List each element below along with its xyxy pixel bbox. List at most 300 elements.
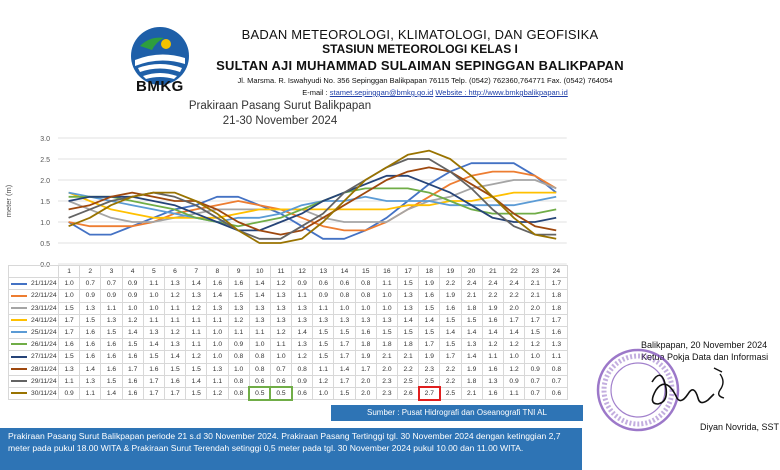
table-cell: 1.6: [228, 278, 249, 290]
website-link[interactable]: Website : http://www.bmkgbalikpapan.id: [435, 88, 568, 97]
hour-header: 21: [482, 266, 503, 278]
table-cell: 2.1: [398, 351, 419, 363]
table-cell: 0.8: [249, 363, 270, 375]
table-cell: 2.2: [440, 278, 461, 290]
y-tick-label: 2.0: [40, 178, 50, 185]
y-axis-label: meter (m): [4, 184, 13, 218]
table-cell: 1.0: [376, 302, 397, 314]
table-cell: 1.1: [292, 290, 313, 302]
table-cell: 1.3: [482, 375, 503, 387]
series-label: 30/11/24: [9, 387, 59, 399]
table-cell: 0.5: [249, 387, 270, 399]
table-cell: 1.0: [59, 278, 80, 290]
table-cell: 1.5: [313, 326, 334, 338]
contact-line: [270, 88, 600, 97]
table-cell: 1.0: [355, 302, 376, 314]
table-cell: 0.8: [249, 351, 270, 363]
table-cell: 1.6: [122, 375, 143, 387]
table-cell: 1.8: [546, 302, 567, 314]
series-label: 22/11/24: [9, 290, 59, 302]
table-cell: 1.0: [334, 302, 355, 314]
table-cell: 1.7: [419, 339, 440, 351]
table-cell: 1.4: [461, 326, 482, 338]
table-cell: 2.5: [440, 387, 461, 399]
table-cell: 1.9: [440, 290, 461, 302]
table-cell: 1.1: [249, 326, 270, 338]
table-cell: 1.0: [207, 326, 228, 338]
table-header-row: [9, 266, 568, 278]
table-cell: 1.6: [101, 351, 122, 363]
table-cell: 1.1: [143, 278, 164, 290]
table-cell: 1.3: [80, 302, 101, 314]
table-cell: 1.5: [376, 326, 397, 338]
table-cell: 1.1: [207, 375, 228, 387]
table-row: [9, 314, 568, 326]
table-cell: 1.7: [525, 314, 546, 326]
table-cell: 1.2: [503, 339, 524, 351]
table-cell: 0.7: [80, 278, 101, 290]
hour-header: 20: [461, 266, 482, 278]
table-cell: 1.1: [270, 339, 291, 351]
table-cell: 1.1: [546, 351, 567, 363]
table-cell: 0.9: [228, 339, 249, 351]
table-cell: 0.9: [292, 375, 313, 387]
chart-title: Prakiraan Pasang Surut Balikpapan: [188, 100, 372, 112]
table-cell: 1.3: [461, 339, 482, 351]
table-cell: 1.7: [143, 375, 164, 387]
series-label: 23/11/24: [9, 302, 59, 314]
hour-header: 15: [355, 266, 376, 278]
table-cell: 1.3: [270, 302, 291, 314]
table-cell: 1.6: [122, 351, 143, 363]
series-label: 29/11/24: [9, 375, 59, 387]
table-cell: 1.1: [164, 314, 185, 326]
table-cell: 1.6: [59, 339, 80, 351]
table-cell: 1.9: [419, 351, 440, 363]
signature-name: Diyan Novrida, SST: [700, 422, 780, 432]
table-cell: 1.0: [122, 302, 143, 314]
table-cell: 1.5: [334, 387, 355, 399]
table-cell: 1.3: [249, 302, 270, 314]
table-cell: 0.8: [334, 290, 355, 302]
table-cell: 1.5: [398, 326, 419, 338]
table-cell: 0.7: [101, 278, 122, 290]
legend-swatch: [11, 307, 27, 309]
table-row: [9, 351, 568, 363]
table-cell: 2.1: [461, 387, 482, 399]
table-cell: 0.6: [334, 278, 355, 290]
table-cell: 0.6: [546, 387, 567, 399]
table-cell: 1.4: [419, 314, 440, 326]
table-cell: 1.9: [419, 278, 440, 290]
table-cell: 2.5: [398, 375, 419, 387]
table-cell: 1.3: [313, 314, 334, 326]
table-cell: 1.6: [122, 387, 143, 399]
table-cell: 1.3: [186, 290, 207, 302]
table-cell: 1.1: [186, 326, 207, 338]
table-cell: 1.3: [292, 339, 313, 351]
table-cell: 0.8: [292, 363, 313, 375]
table-cell: 1.2: [186, 302, 207, 314]
table-cell: 0.7: [525, 387, 546, 399]
table-row: [9, 326, 568, 338]
table-cell: 1.2: [122, 314, 143, 326]
table-cell: 1.1: [503, 387, 524, 399]
hour-header: 9: [228, 266, 249, 278]
table-cell: 1.0: [143, 302, 164, 314]
table-cell: 0.9: [503, 375, 524, 387]
table-cell: 1.2: [503, 363, 524, 375]
email-link[interactable]: stamet.sepinggan@bmkg.go.id: [329, 88, 434, 97]
legend-swatch: [11, 356, 27, 358]
tide-data-table: [8, 265, 568, 400]
table-row: [9, 363, 568, 375]
header-corner: [9, 266, 59, 278]
table-cell: 1.6: [482, 314, 503, 326]
hour-header: 17: [398, 266, 419, 278]
table-cell: 2.4: [482, 278, 503, 290]
hour-header: 3: [101, 266, 122, 278]
email-label: E-mail :: [302, 88, 328, 97]
table-cell: 2.3: [376, 375, 397, 387]
table-cell: 1.0: [207, 339, 228, 351]
y-tick-label: 1.0: [40, 220, 50, 227]
table-cell: 1.0: [503, 351, 524, 363]
table-cell: 0.9: [122, 290, 143, 302]
table-cell: 1.1: [101, 302, 122, 314]
hour-header: 1: [59, 266, 80, 278]
y-tick-label: 0.0: [40, 262, 50, 269]
table-cell: 1.8: [355, 339, 376, 351]
table-cell: 2.0: [376, 363, 397, 375]
table-cell: 1.5: [334, 326, 355, 338]
table-cell: 0.6: [313, 278, 334, 290]
table-cell: 1.0: [313, 387, 334, 399]
table-cell: 2.2: [440, 375, 461, 387]
table-cell: 1.4: [143, 339, 164, 351]
table-cell: 1.6: [482, 387, 503, 399]
table-cell: 1.4: [122, 326, 143, 338]
table-cell: 1.6: [80, 339, 101, 351]
table-cell: 1.8: [398, 339, 419, 351]
table-cell: 1.4: [101, 387, 122, 399]
table-cell: 1.5: [101, 326, 122, 338]
table-cell: 1.2: [228, 314, 249, 326]
table-cell: 0.6: [292, 387, 313, 399]
table-cell: 1.7: [122, 363, 143, 375]
table-cell: 1.4: [207, 290, 228, 302]
table-cell: 1.3: [398, 302, 419, 314]
table-cell: 1.4: [461, 351, 482, 363]
table-cell: 0.9: [313, 290, 334, 302]
y-tick-label: 1.5: [40, 199, 50, 206]
table-row: [9, 302, 568, 314]
table-cell: 1.9: [355, 351, 376, 363]
table-cell: 1.5: [313, 351, 334, 363]
y-tick-label: 3.0: [40, 136, 50, 143]
hour-header: 12: [292, 266, 313, 278]
signature-role: Ketua Pokja Data dan Informasi: [641, 352, 769, 362]
table-cell: 1.3: [355, 314, 376, 326]
y-tick-label: 0.5: [40, 241, 50, 248]
table-cell: 1.5: [80, 314, 101, 326]
table-cell: 1.6: [419, 290, 440, 302]
table-cell: 1.3: [546, 339, 567, 351]
hour-header: 23: [525, 266, 546, 278]
table-cell: 1.9: [461, 363, 482, 375]
station-class: STASIUN METEOROLOGI KELAS I: [322, 42, 518, 56]
hour-header: 6: [164, 266, 185, 278]
table-cell: 1.6: [546, 326, 567, 338]
table-cell: 1.2: [482, 339, 503, 351]
table-cell: 1.1: [376, 278, 397, 290]
table-cell: 1.1: [313, 302, 334, 314]
table-cell: 0.7: [525, 375, 546, 387]
table-cell: 0.8: [355, 278, 376, 290]
legend-swatch: [11, 343, 27, 345]
series-line-30-11-24: [69, 151, 557, 243]
legend-swatch: [11, 283, 27, 285]
table-cell: 1.7: [334, 339, 355, 351]
series-label: 26/11/24: [9, 339, 59, 351]
logo-text: BMKG: [136, 78, 184, 95]
table-cell: 1.2: [292, 351, 313, 363]
table-cell: 1.0: [249, 339, 270, 351]
table-cell: 0.6: [270, 375, 291, 387]
source-note: Sumber : Pusat Hidrografi dan Oseanografi TNI AL: [331, 405, 583, 421]
legend-swatch: [11, 380, 27, 382]
table-cell: 2.1: [461, 290, 482, 302]
table-cell: 2.0: [525, 302, 546, 314]
table-cell: 1.0: [270, 351, 291, 363]
table-cell: 1.1: [186, 314, 207, 326]
table-cell: 1.1: [143, 314, 164, 326]
table-cell: 2.4: [461, 278, 482, 290]
table-cell: 1.5: [101, 375, 122, 387]
table-cell: 1.1: [80, 387, 101, 399]
table-cell: 1.4: [482, 326, 503, 338]
hour-header: 14: [334, 266, 355, 278]
table-cell: 0.5: [270, 387, 291, 399]
legend-swatch: [11, 368, 27, 370]
tide-chart: [0, 130, 590, 269]
table-cell: 1.4: [292, 326, 313, 338]
table-cell: 1.6: [80, 351, 101, 363]
table-cell: 2.0: [355, 387, 376, 399]
legend-swatch: [11, 392, 27, 394]
table-cell: 1.4: [186, 278, 207, 290]
table-cell: 0.9: [80, 290, 101, 302]
signature-date: Balikpapan, 20 November 2024: [641, 340, 768, 350]
hour-header: 24: [546, 266, 567, 278]
table-cell: 1.1: [313, 363, 334, 375]
legend-swatch: [11, 295, 27, 297]
hour-header: 7: [186, 266, 207, 278]
table-cell: 1.3: [292, 314, 313, 326]
series-label: 21/11/24: [9, 278, 59, 290]
table-cell: 2.5: [419, 375, 440, 387]
table-cell: 1.0: [525, 351, 546, 363]
legend-swatch: [11, 331, 27, 333]
table-row: [9, 375, 568, 387]
table-cell: 2.2: [503, 290, 524, 302]
table-cell: 1.3: [398, 290, 419, 302]
table-cell: 1.4: [334, 363, 355, 375]
table-cell: 0.9: [101, 290, 122, 302]
address: Jl. Marsma. R. Iswahyudi No. 356 Sepinggan Balikpapan 76115 Telp. (0542) 762360,764771 Fax. (0542) 764054: [237, 76, 613, 85]
table-cell: 1.6: [207, 278, 228, 290]
table-cell: 1.5: [440, 314, 461, 326]
table-cell: 1.4: [398, 314, 419, 326]
table-cell: 1.4: [164, 351, 185, 363]
table-cell: 1.7: [355, 363, 376, 375]
table-cell: 1.3: [164, 339, 185, 351]
table-cell: 1.2: [186, 351, 207, 363]
legend-swatch: [11, 319, 27, 321]
table-cell: 1.7: [59, 314, 80, 326]
series-label: 25/11/24: [9, 326, 59, 338]
hour-header: 8: [207, 266, 228, 278]
table-cell: 1.7: [546, 314, 567, 326]
table-cell: 2.7: [419, 387, 440, 399]
table-cell: 1.4: [249, 278, 270, 290]
table-cell: 2.3: [376, 387, 397, 399]
y-tick-label: 2.5: [40, 157, 50, 164]
table-cell: 1.0: [143, 290, 164, 302]
table-cell: 1.4: [186, 375, 207, 387]
table-cell: 0.9: [59, 387, 80, 399]
hour-header: 13: [313, 266, 334, 278]
table-cell: 1.0: [228, 363, 249, 375]
table-cell: 1.5: [164, 363, 185, 375]
table-cell: 1.5: [143, 351, 164, 363]
table-cell: 1.3: [143, 326, 164, 338]
table-cell: 1.1: [228, 326, 249, 338]
table-cell: 1.3: [207, 363, 228, 375]
table-cell: 1.8: [546, 290, 567, 302]
summary-footer: Prakiraan Pasang Surut Balikpapan periode 21 s.d 30 November 2024. Prakiraan Pasang Tertinggi tgl. 30 November 2024 dengan ketinggian 2,7 meter pada pukul 18.00 WITA & Prakiraan Surut Terendah setinggi 0,5 meter pada tgl. 30 November 2024 pukul 10.00 dan 11.00 WITA.: [0, 428, 582, 470]
table-cell: 1.7: [164, 387, 185, 399]
table-cell: 1.5: [122, 339, 143, 351]
table-cell: 1.2: [207, 387, 228, 399]
table-cell: 1.5: [525, 326, 546, 338]
table-cell: 1.2: [164, 290, 185, 302]
table-cell: 1.6: [440, 302, 461, 314]
table-cell: 1.1: [164, 302, 185, 314]
table-cell: 1.3: [376, 314, 397, 326]
table-cell: 1.7: [334, 375, 355, 387]
hour-header: 2: [80, 266, 101, 278]
hour-header: 19: [440, 266, 461, 278]
table-cell: 1.3: [101, 314, 122, 326]
station-name: SULTAN AJI MUHAMMAD SULAIMAN SEPINGGAN BALIKPAPAN: [216, 58, 624, 73]
table-cell: 1.3: [270, 290, 291, 302]
table-cell: 0.8: [546, 363, 567, 375]
table-cell: 1.6: [482, 363, 503, 375]
hour-header: 22: [503, 266, 524, 278]
table-cell: 0.7: [270, 363, 291, 375]
table-cell: 1.3: [164, 278, 185, 290]
hour-header: 11: [270, 266, 291, 278]
table-cell: 1.3: [292, 302, 313, 314]
table-cell: 1.1: [482, 351, 503, 363]
table-cell: 0.9: [525, 363, 546, 375]
series-label: 28/11/24: [9, 363, 59, 375]
table-cell: 1.8: [461, 302, 482, 314]
table-cell: 1.5: [313, 339, 334, 351]
table-cell: 1.5: [59, 351, 80, 363]
table-cell: 1.2: [164, 326, 185, 338]
table-row: [9, 387, 568, 399]
table-cell: 0.8: [228, 375, 249, 387]
table-cell: 1.3: [334, 314, 355, 326]
table-cell: 1.7: [546, 278, 567, 290]
hour-header: 18: [419, 266, 440, 278]
table-cell: 1.9: [482, 302, 503, 314]
table-cell: 1.5: [419, 326, 440, 338]
table-cell: 2.4: [503, 278, 524, 290]
table-cell: 1.5: [461, 314, 482, 326]
hour-header: 5: [143, 266, 164, 278]
hour-header: 4: [122, 266, 143, 278]
table-cell: 1.3: [207, 302, 228, 314]
table-cell: 1.2: [313, 375, 334, 387]
table-cell: 1.7: [440, 351, 461, 363]
table-row: [9, 278, 568, 290]
org-name: BADAN METEOROLOGI, KLIMATOLOGI, DAN GEOFISIKA: [241, 27, 599, 42]
table-cell: 1.3: [228, 302, 249, 314]
table-cell: 1.3: [80, 375, 101, 387]
table-cell: 1.6: [80, 326, 101, 338]
table-cell: 2.6: [398, 387, 419, 399]
table-cell: 0.6: [249, 375, 270, 387]
table-cell: 1.2: [525, 339, 546, 351]
table-cell: 1.2: [270, 326, 291, 338]
table-cell: 2.3: [419, 363, 440, 375]
table-cell: 1.3: [270, 314, 291, 326]
table-row: [9, 339, 568, 351]
table-cell: 1.0: [376, 290, 397, 302]
table-cell: 2.0: [503, 302, 524, 314]
table-cell: 2.2: [482, 290, 503, 302]
table-cell: 1.6: [164, 375, 185, 387]
series-label: 24/11/24: [9, 314, 59, 326]
table-cell: 0.7: [546, 375, 567, 387]
table-cell: 1.6: [101, 339, 122, 351]
table-cell: 2.2: [440, 363, 461, 375]
table-cell: 1.3: [59, 363, 80, 375]
table-cell: 2.0: [355, 375, 376, 387]
table-cell: 1.8: [376, 339, 397, 351]
table-cell: 1.7: [503, 314, 524, 326]
table-cell: 1.1: [186, 339, 207, 351]
table-cell: 1.5: [59, 302, 80, 314]
table-cell: 1.5: [419, 302, 440, 314]
table-cell: 1.8: [461, 375, 482, 387]
table-cell: 1.5: [186, 387, 207, 399]
table-cell: 1.7: [59, 326, 80, 338]
table-cell: 1.1: [207, 314, 228, 326]
table-cell: 1.5: [228, 290, 249, 302]
hour-header: 10: [249, 266, 270, 278]
table-cell: 2.1: [525, 290, 546, 302]
table-cell: 1.4: [249, 290, 270, 302]
table-cell: 1.1: [59, 375, 80, 387]
table-cell: 2.2: [398, 363, 419, 375]
table-cell: 1.6: [101, 363, 122, 375]
table-cell: 0.9: [122, 278, 143, 290]
table-cell: 1.5: [440, 339, 461, 351]
